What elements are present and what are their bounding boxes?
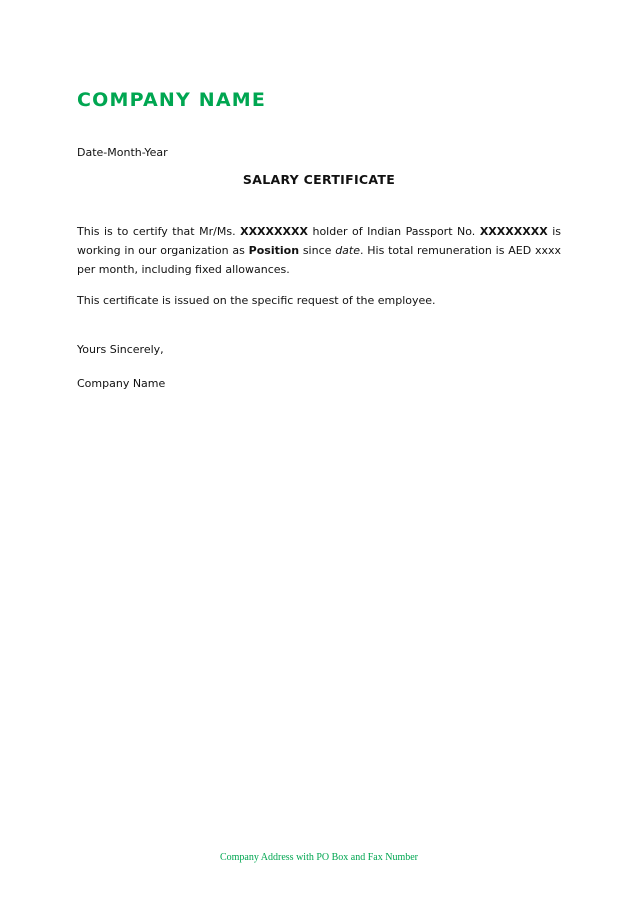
certificate-title: SALARY CERTIFICATE bbox=[242, 172, 396, 187]
letter-date: Date-Month-Year bbox=[77, 146, 168, 159]
footer-address: Company Address with PO Box and Fax Number bbox=[219, 852, 419, 863]
closing-salutation: Yours Sincerely, bbox=[77, 343, 164, 356]
request-note: This certificate is issued on the specific request of the employee. bbox=[77, 294, 436, 307]
company-name-heading: COMPANY NAME bbox=[77, 89, 267, 111]
since-date: date bbox=[335, 244, 360, 257]
body-text-1: This is to certify that Mr/Ms. bbox=[77, 225, 241, 238]
employee-position: Position bbox=[248, 244, 300, 257]
certificate-body bbox=[77, 222, 561, 279]
body-text-4: since bbox=[299, 244, 336, 257]
employee-name: XXXXXXXX bbox=[240, 225, 308, 238]
body-text-2: holder of Indian Passport No. bbox=[307, 225, 480, 238]
signature-company-name: Company Name bbox=[77, 377, 166, 390]
body-text-5: . His total remuneration is AED xxxx per month, including fixed allowances. bbox=[77, 244, 561, 276]
passport-number: XXXXXXXX bbox=[479, 225, 548, 238]
body-text-3: is working in our organization as bbox=[77, 225, 561, 257]
